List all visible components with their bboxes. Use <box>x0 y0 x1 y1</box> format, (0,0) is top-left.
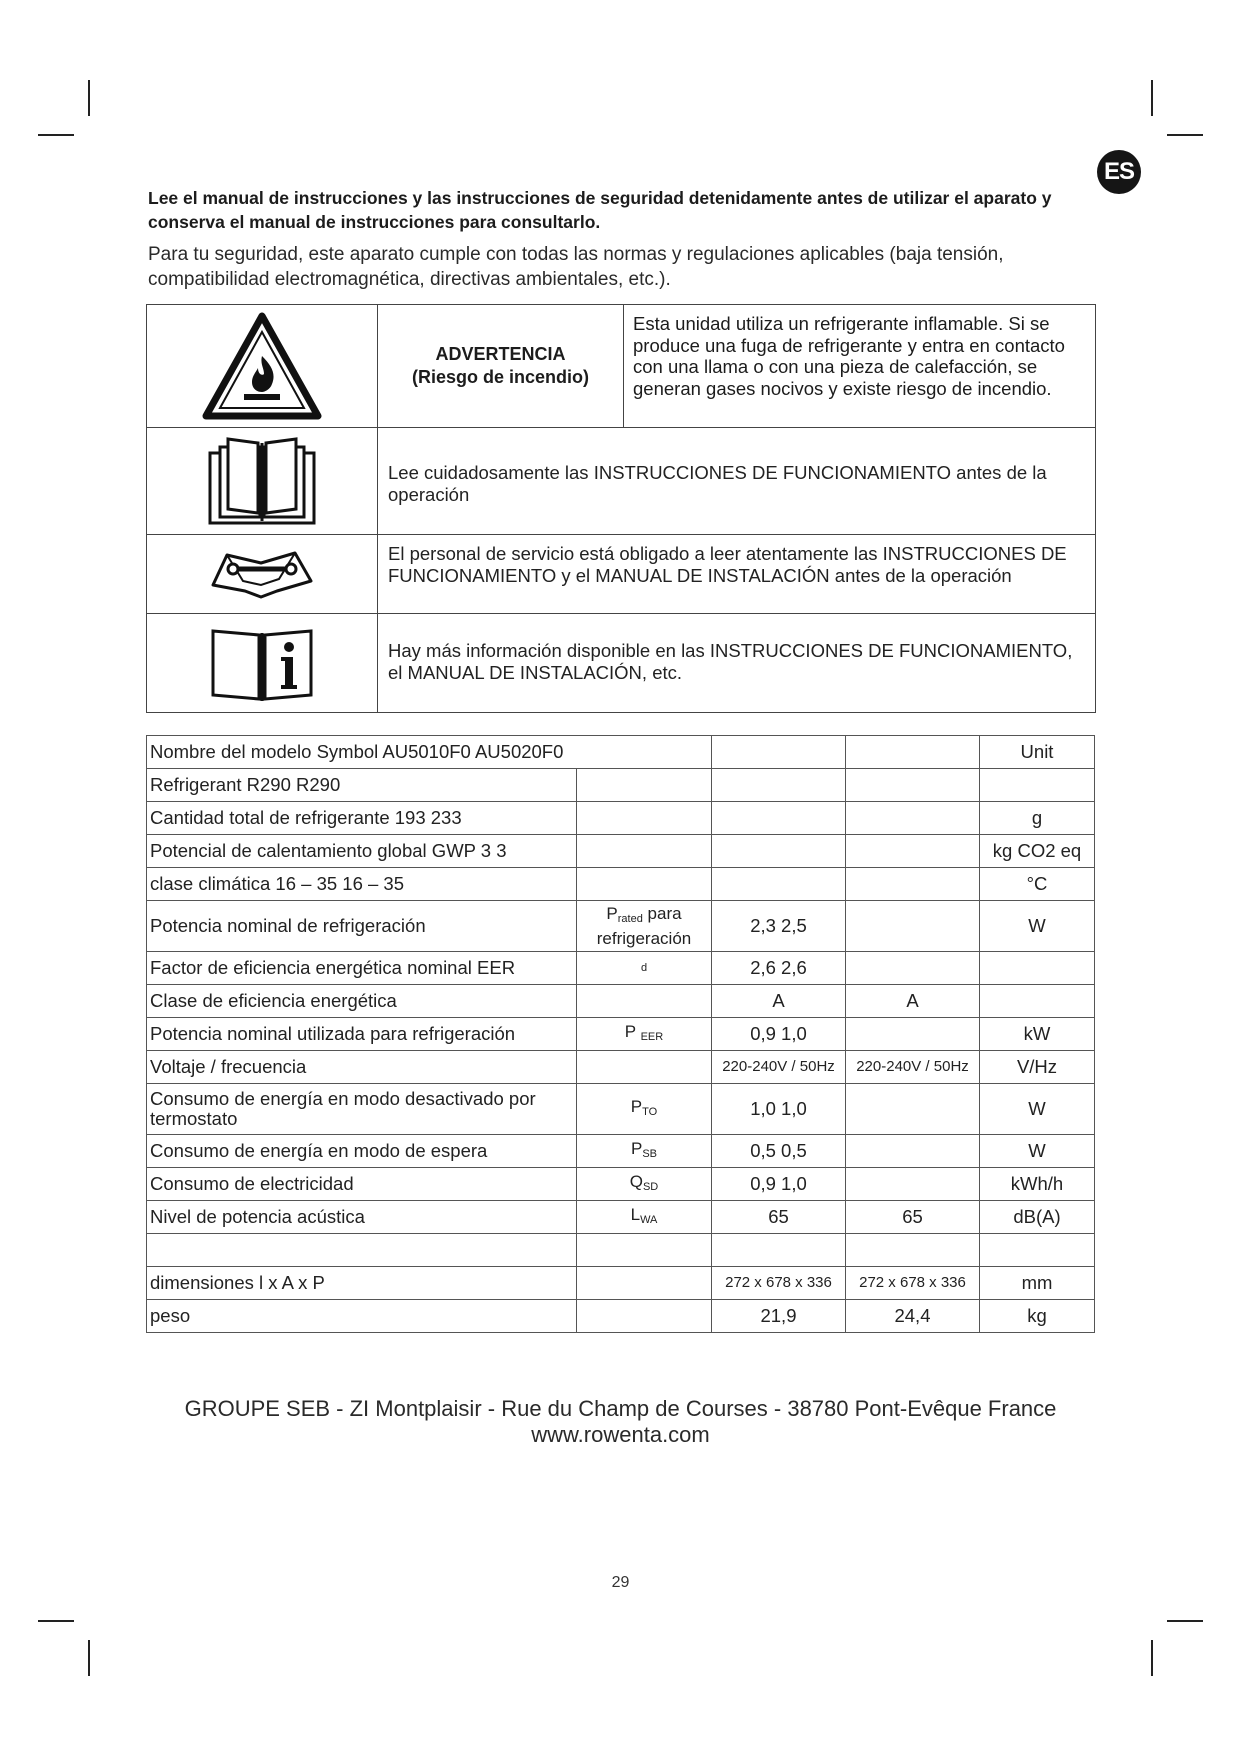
spec-unit: kW <box>980 1018 1095 1051</box>
warning-row-service <box>147 535 1095 614</box>
spec-label: clase climática 16 – 35 16 – 35 <box>147 868 577 901</box>
information-manual-icon <box>147 614 378 712</box>
spec-unit <box>980 769 1095 802</box>
spec-unit <box>980 952 1095 985</box>
spec-unit: V/Hz <box>980 1051 1095 1084</box>
spec-value: 21,9 <box>712 1300 846 1333</box>
spec-unit: kWh/h <box>980 1168 1095 1201</box>
intro-warning-text: Lee el manual de instrucciones y las instrucciones de seguridad detenidamente antes de utilizar el aparato y conserva el manual de instrucciones para consultarlo. <box>148 188 1052 232</box>
table-header-row <box>147 736 1095 769</box>
table-row <box>147 1135 1095 1168</box>
table-row <box>147 868 1095 901</box>
spec-unit: W <box>980 1135 1095 1168</box>
spec-symbol: $Q_{SD}$ <box>577 1168 712 1201</box>
spec-symbol: $P_{rated}$ para refrigeración <box>577 901 712 952</box>
crop-mark <box>1167 1620 1203 1622</box>
specifications-table <box>146 735 1095 1333</box>
spec-unit: mm <box>980 1267 1095 1300</box>
spec-value: 0,5 0,5 <box>712 1135 846 1168</box>
warning-text: Esta unidad utiliza un refrigerante inflamable. Si se produce una fuga de refrigerante y entra en contacto con una llama o con una pieza de calefacción, se generan gases nocivos y existe riesgo de incendio. <box>633 313 1065 399</box>
crop-mark <box>88 1640 90 1676</box>
spec-symbol: $P_{TO}$ <box>577 1084 712 1135</box>
spec-value <box>846 1018 980 1051</box>
read-manual-icon <box>147 428 378 534</box>
spec-symbol: d <box>577 952 712 985</box>
advertencia-heading <box>378 305 624 427</box>
company-address: GROUPE SEB - ZI Montplaisir - Rue du Champ de Courses - 38780 Pont-Evêque France <box>184 1396 1057 1421</box>
spec-symbol: P $_{EER}$ <box>577 1018 712 1051</box>
spec-value: A <box>712 985 846 1018</box>
model-header: Nombre del modelo Symbol AU5010F0 AU5020F0 <box>147 736 712 769</box>
spec-label: Nivel de potencia acústica <box>147 1201 577 1234</box>
spec-value: 65 <box>846 1201 980 1234</box>
unit-header: Unit <box>980 736 1095 769</box>
spec-label: Factor de eficiencia energética nominal EER <box>147 952 577 985</box>
spec-value: 1,0 1,0 <box>712 1084 846 1135</box>
table-row <box>147 1267 1095 1300</box>
spec-unit: g <box>980 802 1095 835</box>
crop-mark <box>1167 134 1203 136</box>
spec-label: Cantidad total de refrigerante 193 233 <box>147 802 577 835</box>
advertencia-title: ADVERTENCIA <box>435 344 566 364</box>
intro-compliance-text: Para tu seguridad, este aparato cumple con todas las normas y regulaciones aplicables (baja tensión, compatibilidad electromagnética, directivas ambientales, etc.). <box>148 244 1004 290</box>
table-row <box>147 1084 1095 1135</box>
company-website: www.rowenta.com <box>531 1422 710 1447</box>
warning-text: Hay más información disponible en las INSTRUCCIONES DE FUNCIONAMIENTO, el MANUAL DE INSTALACIÓN, etc. <box>388 640 1073 683</box>
warnings-table <box>146 304 1096 713</box>
spec-value: 272 x 678 x 336 <box>846 1267 980 1300</box>
spec-value: 24,4 <box>846 1300 980 1333</box>
spec-label <box>147 1234 577 1267</box>
spec-value: 0,9 1,0 <box>712 1018 846 1051</box>
spec-value <box>846 1168 980 1201</box>
service-manual-icon <box>147 535 378 613</box>
table-row <box>147 835 1095 868</box>
table-row <box>147 1168 1095 1201</box>
spec-label: peso <box>147 1300 577 1333</box>
spec-label: Potencia nominal de refrigeración <box>147 901 577 952</box>
spec-value <box>846 952 980 985</box>
crop-mark <box>38 1620 74 1622</box>
spec-unit: kg CO2 eq <box>980 835 1095 868</box>
warning-row-fire <box>147 305 1095 428</box>
advertencia-subtitle: (Riesgo de incendio) <box>411 367 589 387</box>
spec-label: Refrigerant R290 R290 <box>147 769 577 802</box>
table-row <box>147 1201 1095 1234</box>
crop-mark <box>38 134 74 136</box>
spec-label: dimensiones l x A x P <box>147 1267 577 1300</box>
spec-value <box>846 1135 980 1168</box>
spec-symbol: $P_{SB}$ <box>577 1135 712 1168</box>
table-row <box>147 901 1095 952</box>
spec-label: Consumo de energía en modo de espera <box>147 1135 577 1168</box>
spec-value: A <box>846 985 980 1018</box>
spec-value: 220-240V / 50Hz <box>712 1051 846 1084</box>
spec-value: 272 x 678 x 336 <box>712 1267 846 1300</box>
spec-unit <box>980 985 1095 1018</box>
spec-label: Clase de eficiencia energética <box>147 985 577 1018</box>
table-row <box>147 769 1095 802</box>
table-row-empty <box>147 1234 1095 1267</box>
spec-label: Consumo de energía en modo desactivado por termostato <box>147 1084 577 1135</box>
table-row <box>147 1300 1095 1333</box>
spec-label: Consumo de electricidad <box>147 1168 577 1201</box>
spec-unit: kg <box>980 1300 1095 1333</box>
crop-mark <box>88 80 90 116</box>
spec-value <box>846 1084 980 1135</box>
spec-unit: W <box>980 901 1095 952</box>
warning-row-manual <box>147 428 1095 535</box>
spec-label: Potencia nominal utilizada para refrigeración <box>147 1018 577 1051</box>
spec-value: 220-240V / 50Hz <box>846 1051 980 1084</box>
spec-value: 2,6 2,6 <box>712 952 846 985</box>
language-badge: ES <box>1097 150 1141 194</box>
spec-symbol: $L_{WA}$ <box>577 1201 712 1234</box>
company-footer <box>0 1396 1241 1448</box>
spec-unit: dB(A) <box>980 1201 1095 1234</box>
table-row <box>147 985 1095 1018</box>
spec-value: 0,9 1,0 <box>712 1168 846 1201</box>
crop-mark <box>1151 1640 1153 1676</box>
spec-unit: °C <box>980 868 1095 901</box>
warning-text: El personal de servicio está obligado a leer atentamente las INSTRUCCIONES DE FUNCIONAMIENTO y el MANUAL DE INSTALACIÓN antes de la operación <box>388 543 1067 586</box>
spec-label: Voltaje / frecuencia <box>147 1051 577 1084</box>
spec-value <box>846 901 980 952</box>
warning-text: Lee cuidadosamente las INSTRUCCIONES DE FUNCIONAMIENTO antes de la operación <box>388 462 1047 505</box>
crop-mark <box>1151 80 1153 116</box>
page-number: 29 <box>611 1574 630 1591</box>
table-row <box>147 802 1095 835</box>
table-row <box>147 952 1095 985</box>
flammable-warning-icon <box>147 305 378 427</box>
spec-unit: W <box>980 1084 1095 1135</box>
table-row <box>147 1051 1095 1084</box>
spec-label: Potencial de calentamiento global GWP 3 3 <box>147 835 577 868</box>
table-row <box>147 1018 1095 1051</box>
warning-row-info <box>147 614 1095 712</box>
spec-value: 2,3 2,5 <box>712 901 846 952</box>
spec-value: 65 <box>712 1201 846 1234</box>
